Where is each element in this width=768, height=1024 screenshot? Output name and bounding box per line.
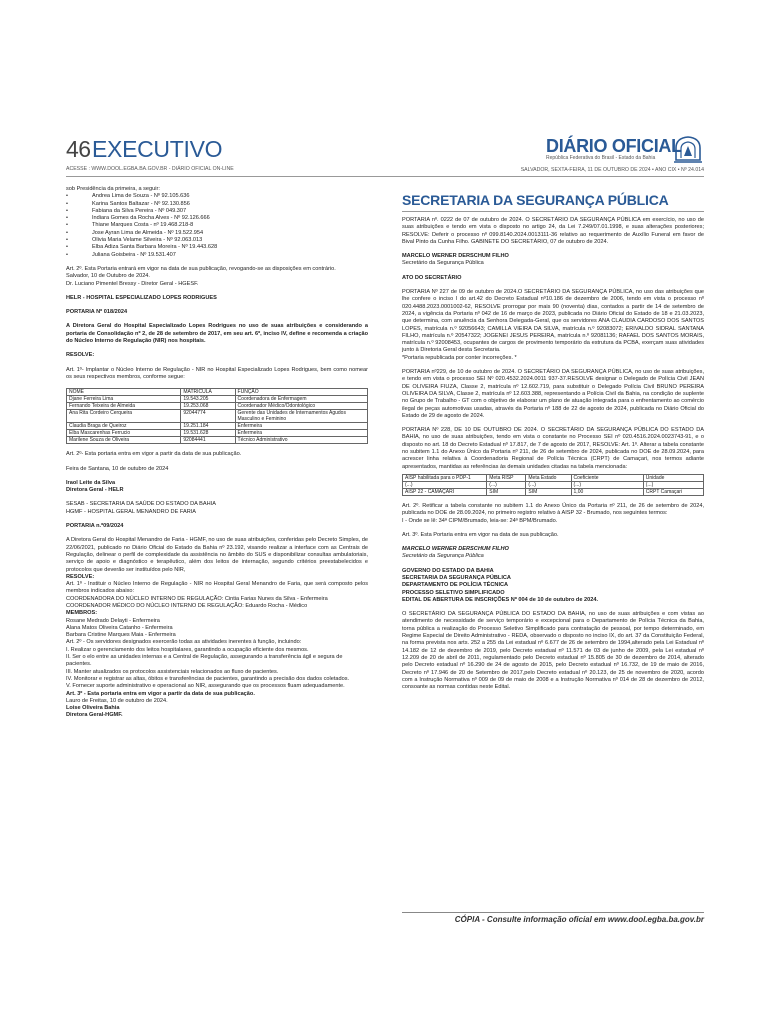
table-row [67,403,368,410]
table-cell: Enfermeira [235,423,367,430]
table-row [67,430,368,437]
signature-role: Secretário da Segurança Pública [402,553,484,560]
portaria-body: PORTARIA Nº 228, DE 10 DE OUTUBRO DE 2024. O SECRETÁRIO DA SEGURANÇA PÚBLICA DO ESTADO DA BAHIA, no uso de suas atribuições, tendo em vista o constante no Processo SEI nº 020.4516.2024.0023743-91, e o disposto no art. 18 do Decreto Estadual nº 17.817, de 7 de agosto de 2017, RESOLVE: Art. 1º. Alterar a tabela constante no subitem 1.1 do Anexo Único da Portaria nº 211, de 26 de setembro de 2024, publicada no DOE de 28.09.2024, para acrescer linha relativa à Coordenadoria Regional de Polícia Técnica (CRPT) de Camaçari, nos termos adiante apresentados, mantidas as referências às demais unidades citadas na tabela mencionada: [402,427,704,470]
org-heading: HGMF - HOSPITAL GERAL MENANDRO DE FARIA [66,508,197,515]
table-cell: Claudia Braga de Queiroz [67,423,181,430]
table-cell: Marilene Souza de Oliveira [67,437,181,444]
member-text: Rosane Medrado Delayti - Enfermeira [66,617,160,624]
table-cell: Ana Rita Cordeiro Cerqueira [67,410,181,423]
portaria-body: A Diretora Geral do Hospital Especializado Lopes Rodrigues no uso de suas atribuições e considerando a portaria de Consolidação nº 2, de 28 de setembro de 2017, em seu art. 6º, inciso IV, define e recomenda a criação do Núcleo Interno de Regulação (NIR) nos hospitais. [66,323,368,345]
table-row [403,481,704,488]
member-text: Alana Matos Oliveira Catanho - Enfermeira [66,624,173,631]
list-item: • Fabiana da Silva Pereira - Nº 049.307 [86,208,368,215]
list-item: • Thiane Marques Costa - nº 19.468.218-8 [86,222,368,229]
table-header-cell: Unidade [643,474,703,481]
table-cell: 92044774 [181,410,235,423]
org-heading: HELR - HOSPITAL ESPECIALIZADO LOPES RODRIGUES [66,294,217,301]
table-cell: SIM [526,488,571,495]
place-date: Feira de Santana, 10 de outubro de 2024 [66,465,169,472]
signature-role: Diretora Geral-HGMF. [66,712,123,719]
list-item: IV. Monitorar e registrar as altas, óbitos e transferências de pacientes, garantindo a precisão dos dados coletados. [66,675,350,682]
list-item: • Jose Ayran Lima de Almeida - Nº 19.522.954 [86,230,368,237]
signature-name: MARCELO WERNER DERSCHUM FILHO [402,253,509,260]
table-cell: Coordenador Médico/Odontológico [235,403,367,410]
list-item: • Juliana Goisbeira - Nº 19.531.407 [86,252,368,259]
table-cell: (...) [487,481,526,488]
article-text: Art. 2º - Os servidores designados exercerão todas as atividades inerentes à função, incluindo: [66,639,302,646]
org-heading: SECRETARIA DA SEGURANÇA PÚBLICA [402,574,511,581]
aisp-table [402,474,704,496]
table-cell: AISP 22 - CAMAÇARI [403,488,487,495]
header-divider [66,176,704,177]
table-cell: Técnico Administrativo [235,437,367,444]
acesse-link[interactable]: ACESSE : WWW.DOOL.EGBA.BA.GOV.BR - DIÁRIO OFICIAL ON-LINE [66,166,234,172]
edital-title: EDITAL DE ABERTURA DE INSCRIÇÕES Nº 004 de 10 de outubro de 2024. [402,596,598,603]
table-header-cell: MATRICULA [181,389,235,396]
portaria-body: PORTARIA Nº 227 de 09 de outubro de 2024.O SECRETÁRIO DA SEGURANÇA PÚBLICA, no uso das atribuições que lhe confere o inciso I do art.42 do Decreto Estadual nº10.186 de dezembro de 2006, tendo em vista o processo nº 020.4488.2023.0001002-62, RESOLVE prorrogar por mais 90 (noventa) dias, contados a partir de 14 de setembro de 2024, a vigência da Portaria nº 042 de 16 de março de 2023, publicada no Diário Oficial do Estado de 18 e 21.03.2023, que determina, com anuência da Senhora Delegada-Geral, que os servidores ANA CLAUDIA CARDOSO DOS SANTOS LOPES, matrícula n.º 92056643; CAMILLA VIEIRA DA SILVA, matrícula n.º 92083072; ERIVALDO SIDRAL SANTANA FILHO, matrícula n.º 20547322; JOGENEI JESUS PEREIRA, matrícula n.º 92081136; RAFAEL DOS SANTOS MORAIS, matrícula n.º 92008453, ocupantes de cargos de provimento temporário da estrutura da PCBA, exerçam suas atividades junto à Diretoria Geral desta Secretaria. [402,289,704,354]
table-cell: 92084441 [181,437,235,444]
table-header-cell: FUNÇÃO [235,389,367,396]
table-cell: 19.253.068 [181,403,235,410]
list-item: V. Fornecer suporte administrativo e operacional ao NIR, assegurando que os processos fluam adequadamente. [66,683,345,690]
section-title: EXECUTIVO [92,136,223,162]
portaria-body: PORTARIA nº. 0222 de 07 de outubro de 2024. O SECRETÁRIO DA SEGURANÇA PÚBLICA em exercício, no uso de suas atribuições e tendo em vista o disposto no artigo 24, da Lei 7.249/07.01.1998, e suas alterações posteriores; RESOLVE: Deferir o processo nº 099.8140.2024.0013111-36 relativo ao requerimento de Auxílio Funeral em favor de Bival Pinto da Cunha Filho. GABINETE DO SECRETÁRIO, 07 de outubro de 2024. [402,217,704,245]
org-heading: GOVERNO DO ESTADO DA BAHIA [402,567,494,574]
article-text: Art. 1º- Implantar o Núcleo Interno de Regulação - NIR no Hospital Especializado Lopes Rodrigues, bem como nomear os seus respectivos membros, conforme segue: [66,366,368,380]
table-cell: Gerente das Unidades de Internamentos Agudos Masculino e Feminino [235,410,367,423]
portaria-title: PORTARIA Nº 018/2024 [66,309,128,316]
table-cell: 1,00 [571,488,643,495]
signature-role: Diretora Geral - HELR [66,487,124,494]
section-divider [402,211,704,212]
list-item: • Elba Adiza Santa Barbara Moreira - Nº 19.443.628 [86,244,368,251]
table-header-row [67,389,368,396]
place-date: Salvador, 10 de Outubro de 2024. [66,273,150,280]
coordinator-text: COORDENADORA DO NÚCLEO INTERNO DE REGULAÇÃO: Cintia Farias Nunes da Silva - Enfermeira [66,595,328,602]
table-cell: (...) [526,481,571,488]
copia-footer: CÓPIA - Consulte informação oficial em www.dool.egba.ba.gov.br [402,912,704,924]
portaria-body: PORTARIA nº229, de 10 de outubro de 2024. O SECRETÁRIO DA SEGURANÇA PÚBLICA, no uso de suas atribuições, e tendo em vista o processo SEI Nº 020.4532.2024.0011 937-37.RESOLVE designar o Delegado de Polícia Civil JEAN DE OLIVEIRA FIUZA, Classe 2, matrícula nº 12.602.719, para substituir o Delegado Polícia Civil BRUNO PEREIRA OLIVEIRA DA SILVA, Classe 2, matrícula nº 12.603.388, representando a Polícia Civil da Bahia, na condição de suplente no Grupo de Trabalho - GT com o objetivo de elaborar um plano de atuação integrada para o enfrentamento ao comércio ilegal de peças automotivas usadas, através da Portaria nº 188 de 22 de agosto de 2024, publicada no Diário Oficial do Estado de 29 de agosto de 2024. [402,369,704,419]
signature-name: Iraol Leite da Silva [66,479,116,486]
member-text: Barbara Cristine Marques Maia - Enfermeira [66,632,176,639]
table-header-cell: AISP habilitada para o PDP-1 [403,474,487,481]
list-item: II. Ser o elo entre as unidades internas e a Central de Regulação, assegurando a transferência ágil e segura de pacientes. [66,654,343,668]
table-header-cell: Meta RISP [487,474,526,481]
table-cell: Enfermeira [235,430,367,437]
ato-heading: ATO DO SECRETÁRIO [402,274,462,281]
secretaria-heading: SECRETARIA DA SEGURANÇA PÚBLICA [402,192,669,208]
resolve-label: RESOLVE: [66,573,95,580]
table-row [67,396,368,403]
signature-role: Secretário da Segurança Pública [402,260,484,267]
list-item: III. Manter atualizados os protocolos assistenciais relacionados ao fluxo de pacientes. [66,668,279,675]
article-text: Art. 1º - Instituir o Núcleo Interno de Regulação - NIR no Hospital Geral Menandro de Faria, que será composto pelos membros indicados abaixo: [66,581,368,595]
signature-name: MARCELO WERNER DERSCHUM FILHO [402,546,509,553]
article-text: Art. 3º - Esta portaria entra em vigor a partir da data de sua publicação. [66,690,255,697]
republication-note: *Portaria republicada por conter incorreções. * [402,354,517,361]
nir-members-table [66,388,368,444]
table-row [67,410,368,423]
diario-oficial-logo: DIÁRIO OFICIAL [546,136,682,156]
table-cell: (...) [643,481,703,488]
list-item: I. Realizar o gerenciamento dos leitos hospitalares, garantindo a ocupação eficiente dos mesmos. [66,646,309,653]
table-cell: Djane Ferreira Lima [67,396,181,403]
right-column [402,186,704,691]
table-header-cell: NOME [67,389,181,396]
members-label: MEMBROS: [66,610,98,617]
table-cell: (...) [403,481,487,488]
list-item: • Indiara Gomes da Rocha Alves - Nº 92.126.666 [86,215,368,222]
logo-subtitle: República Federativa do Brasil - Estado da Bahia [546,155,656,161]
table-header-cell: Coeficiente [571,474,643,481]
table-header-cell: Meta Estado [526,474,571,481]
place-date: Lauro de Freitas, 10 de outubro de 2024. [66,697,168,704]
list-item: • Karina Santos Baltazar - Nº 92.130.856 [86,201,368,208]
bahia-seal-icon [672,134,704,164]
resolve-label: RESOLVE: [66,352,95,359]
article-text: Art. 2º. Esta Portaria entrará em vigor na data de sua publicação, revogando-se as disposições em contrário. [66,265,336,272]
table-cell: 19.251.184 [181,423,235,430]
org-heading: DEPARTAMENTO DE POLÍCIA TÉCNICA [402,582,509,589]
intro-text: sob Presidência da primeira, a seguir: [66,186,160,192]
article-text: Art. 3º. Esta Portaria entra em vigor na data de sua publicação. [402,531,559,538]
article-text: Art. 2º- Esta portaria entra em vigor a partir da data de sua publicação. [66,451,242,458]
table-row [403,488,704,495]
coordinator-text: COORDENADOR MÉDICO DO NÚCLEO INTERNO DE REGULAÇÃO: Eduardo Rocha - Médico [66,602,308,609]
list-item: • Olivia Maria Velame Silveira - Nº 92.063.013 [86,237,368,244]
edital-body: O SECRETÁRIO DA SEGURANÇA PÚBLICA DO ESTADO DA BAHIA, no uso de suas atribuições e com vistas ao atendimento de necessidade de serviço temporário e excepcional para o Departamento de Polícia Técnica da Bahia, torna pública a realização do Processo Seletivo Simplificado para contratação de pessoal, por tempo determinado, em Regime Especial de Direito Administrativo - REDA, observado o disposto no inciso IX, do art. 37 da Constituição Federal, na forma prevista nos arts. 252 a 255 da Lei estadual nº 6.677 de 26 de setembro de 1994,alterado pela Lei Estadual nº 14.182 de 12 de dezembro de 2019, pelo Decreto estadual nº 11.571 de 03 de junho de 2009, pela Lei estadual nº 12.209 de 20 de abril de 2011, regulamentado pelo Decreto estadual nº 15.805 de 30 de dezembro de 2014, alterado pelo Decreto estadual nº 16.290 de 24 de agosto de 2015, pelo Decreto estadual nº 16.732, de 19 de maio de 2016, Decreto nº 17.946 de 20 de Setembro de 2017,pelo Decreto estadual nº 20.123, de 25 de novembro de 2020, acordo com a Instrução Normativa nº 009 de 09 de maio de 2008 e a Instrução Normativa nº 014 de 28 de dezembro de 2012, consoante as normas contidas neste Edital. [402,611,704,691]
org-heading: SESAB - SECRETARIA DA SAÚDE DO ESTADO DA BAHIA [66,501,216,508]
portaria-body: A Diretora Geral do Hospital Menandro de Faria - HGMF, no uso de suas atribuições, conferidas pelo Decreto Simples, de 22/06/2021, publicado no Diário Oficial do Estado da Bahia nº 23.192, visando realizar a interface com as Centrais de Regulação, delinear o perfil de complexidade da assistência no âmbito do SUS e disponibilizar consultas ambulatoriais, serviço de apoio e diagnóstico e terapêutico, além dos leitos de internação, segundo critérios preestabelecidos e protocolos que deverão ser instituídos pelo NIR, [66,537,368,573]
page-number: 46 [66,136,91,162]
table-cell: Coordenadora de Enfermagem [235,396,367,403]
table-header-row [403,474,704,481]
left-column [66,186,368,720]
table-cell: CRPT Camaçari [643,488,703,495]
signature: Dr. Luciano Pimentel Bressy - Diretor Geral - HGESF. [66,280,199,287]
date-line: SALVADOR, SEXTA-FEIRA, 11 DE OUTUBRO DE 2024 • ANO CIX • Nº 24.014 [520,167,704,173]
table-row [67,423,368,430]
article-text: I - Onde se lê: 34ª CIPM/Brumado, leia-se: 24ª BPM/Brumado. [402,517,558,524]
table-cell: Fernando Teixeira de Almeida [67,403,181,410]
table-cell: 19.543.205 [181,396,235,403]
signature-name: Loise Oliveira Bahia [66,705,120,712]
portaria-title: PORTARIA n.º09/2024 [66,523,124,530]
members-list [66,193,368,259]
table-cell: SIM [487,488,526,495]
org-heading: PROCESSO SELETIVO SIMPLIFICADO [402,589,505,596]
table-cell: Elba Mascarenhas Ferrucio [67,430,181,437]
list-item: • Andrea Lima de Souza - Nº 92.105.636 [86,193,368,200]
table-cell: 19.531.628 [181,430,235,437]
table-row [67,437,368,444]
article-text: Art. 2º. Retificar a tabela constante no subitem 1.1 do Anexo Único da Portaria nº 211, de 26 de setembro de 2024, publicada no DOE de 28.09.2024, no primeiro registro relativo à AISP 32 - Brumado, nos seguintes termos: [402,502,704,517]
table-cell: (...) [571,481,643,488]
